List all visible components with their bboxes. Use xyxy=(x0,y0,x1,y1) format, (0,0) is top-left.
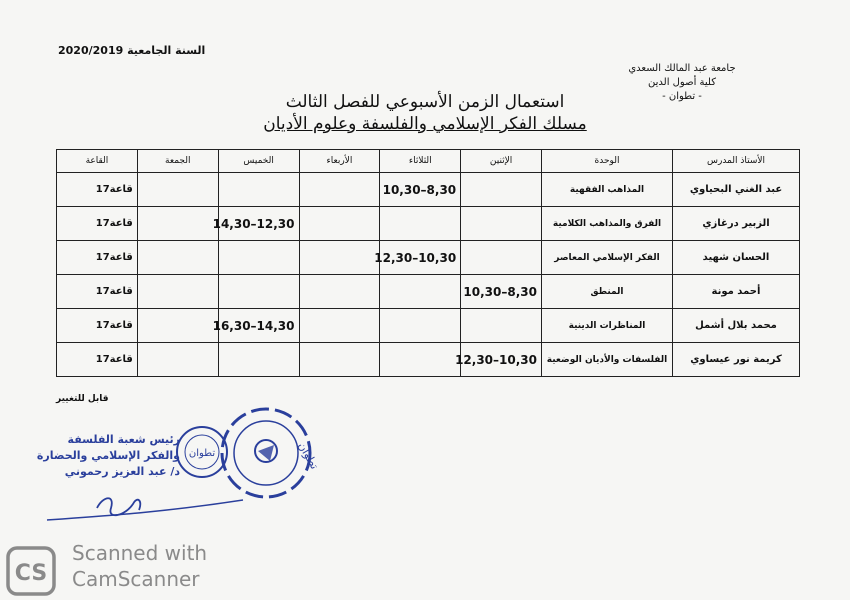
time-slot: 10,30–8,30 xyxy=(382,182,457,197)
unit-cell: الفلسفات والأديان الوضعية xyxy=(542,343,673,377)
wednesday-cell xyxy=(299,207,380,241)
table-row xyxy=(57,309,800,343)
tuesday-cell xyxy=(380,173,461,207)
academic-year xyxy=(58,44,205,57)
thursday-cell xyxy=(218,275,299,309)
monday-cell xyxy=(461,241,542,275)
university-name: جامعة عبد المالك السعدي xyxy=(628,63,736,74)
time-slot: 16,30–14,30 xyxy=(212,318,295,333)
time-slot: 10,30–8,30 xyxy=(463,284,537,299)
svg-text:CS: CS xyxy=(14,561,48,586)
teacher-cell: عبد الغني البحياوي xyxy=(673,173,800,207)
friday-cell xyxy=(137,241,218,275)
table-row xyxy=(57,275,800,309)
table-row xyxy=(57,173,800,207)
table-row xyxy=(57,343,800,377)
header-monday: الإثنين xyxy=(461,150,542,173)
city-name: - تطوان - xyxy=(662,91,702,102)
monday-cell xyxy=(455,343,542,377)
header-unit: الوحدة xyxy=(542,150,673,173)
unit-cell: الفكر الإسلامي المعاصر xyxy=(542,241,673,275)
scanner-watermark xyxy=(72,540,207,592)
wednesday-cell xyxy=(299,275,380,309)
friday-cell xyxy=(137,173,218,207)
room-cell: قاعة17 xyxy=(57,241,138,275)
page-subtitle xyxy=(230,114,620,134)
monday-cell xyxy=(461,309,542,343)
unit-cell: المناظرات الدينية xyxy=(542,309,673,343)
room-cell: قاعة17 xyxy=(57,343,138,377)
thursday-cell xyxy=(212,207,299,241)
thursday-cell xyxy=(218,241,299,275)
monday-cell xyxy=(461,207,542,241)
stamp-line-1: رئيس شعبة الفلسفة xyxy=(67,433,180,446)
department-head-stamp xyxy=(36,432,180,480)
monday-cell xyxy=(461,173,542,207)
thursday-cell xyxy=(212,309,299,343)
friday-cell xyxy=(137,309,218,343)
room-cell: قاعة17 xyxy=(57,309,138,343)
tuesday-cell xyxy=(380,309,461,343)
unit-cell: المنطق xyxy=(542,275,673,309)
header-tuesday: الثلاثاء xyxy=(380,150,461,173)
table-header-row xyxy=(57,150,800,173)
time-slot: 12,30–10,30 xyxy=(455,352,537,367)
header-wednesday: الأربعاء xyxy=(299,150,380,173)
thursday-cell xyxy=(218,173,299,207)
signature-icon xyxy=(45,486,245,526)
tuesday-cell xyxy=(380,207,461,241)
time-slot: 12,30–10,30 xyxy=(374,250,457,265)
wednesday-cell xyxy=(299,241,380,275)
room-cell: قاعة17 xyxy=(57,207,138,241)
header-friday: الجمعة xyxy=(137,150,218,173)
friday-cell xyxy=(137,207,218,241)
unit-cell: الفرق والمذاهب الكلامية xyxy=(542,207,673,241)
wednesday-cell xyxy=(299,343,380,377)
small-seal-text: تطوان xyxy=(188,448,216,459)
watermark-line-2: CamScanner xyxy=(72,567,200,591)
academic-year-value: 2020/2019 xyxy=(58,44,124,57)
teacher-cell: كريمة نور عيساوي xyxy=(673,343,800,377)
teacher-cell: الحسان شهيد xyxy=(673,241,800,275)
header-teacher: الأستاذ المدرس xyxy=(673,150,800,173)
big-seal-text: تطوان xyxy=(295,440,322,472)
room-cell: قاعة17 xyxy=(57,173,138,207)
table-row xyxy=(57,207,800,241)
wednesday-cell xyxy=(299,173,380,207)
schedule-table xyxy=(56,149,800,377)
teacher-cell: الزبير درغازي xyxy=(673,207,800,241)
teacher-cell: أحمد مونة xyxy=(673,275,800,309)
tuesday-cell xyxy=(380,275,461,309)
wednesday-cell xyxy=(299,309,380,343)
room-cell: قاعة17 xyxy=(57,275,138,309)
thursday-cell xyxy=(218,343,299,377)
page-title: استعمال الزمن الأسبوعي للفصل الثالث xyxy=(285,92,565,112)
table-row xyxy=(57,241,800,275)
tuesday-cell xyxy=(380,343,461,377)
teacher-cell: محمد بلال أشمل xyxy=(673,309,800,343)
header-room: القاعة xyxy=(57,150,138,173)
stamp-line-2: والفكر الإسلامي والحضارة xyxy=(36,449,180,462)
subject-to-change-note: قابل للتغيير xyxy=(56,394,109,404)
friday-cell xyxy=(137,275,218,309)
stamp-line-3: د/ عبد العزيز رحموني xyxy=(64,465,180,478)
header-thursday: الخميس xyxy=(218,150,299,173)
friday-cell xyxy=(137,343,218,377)
time-slot: 14,30–12,30 xyxy=(212,216,295,231)
camscanner-logo-icon xyxy=(6,546,56,596)
monday-cell xyxy=(461,275,542,309)
faculty-name: كلية أصول الدين xyxy=(648,77,716,88)
academic-year-label: السنة الجامعية xyxy=(127,44,206,57)
tuesday-cell xyxy=(374,241,461,275)
subtitle-text: مسلك الفكر الإسلامي والفلسفة وعلوم الأديان xyxy=(263,114,587,134)
unit-cell: المذاهب الفقهية xyxy=(542,173,673,207)
watermark-line-1: Scanned with xyxy=(72,541,208,565)
